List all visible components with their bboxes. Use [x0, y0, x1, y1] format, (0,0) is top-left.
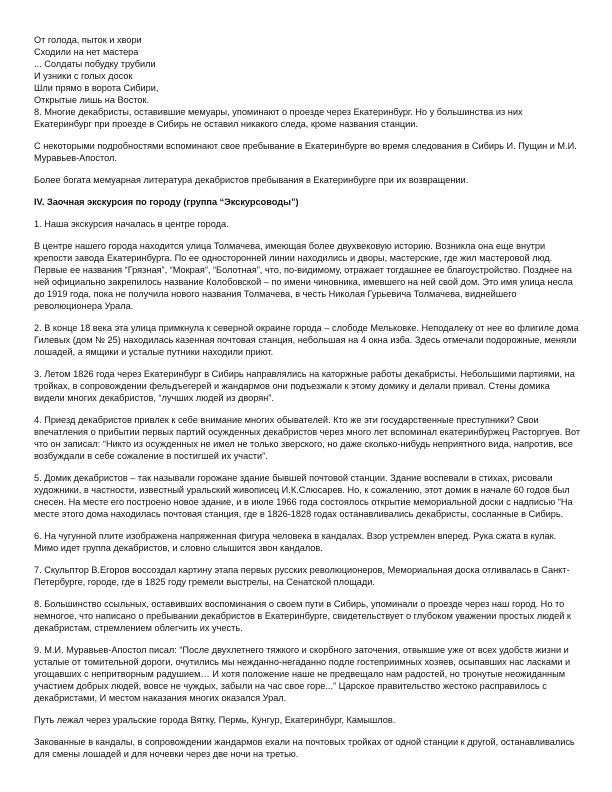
paragraph: Закованные в кандалы, в сопровождении жандармов ехали на почтовых тройках от одной станции к другой, останавливались для смены лошадей и для ночевки через две ночи на третью. — [34, 737, 575, 759]
paragraph: 1. Наша экскурсия началась в центре города. — [34, 219, 229, 229]
paragraph: 2. В конце 18 века эта улица примкнула к северной окраине города – слободе Мельковке. Неподалеку от нее во флигиле дома Гилевых (дом № 25) находилась казенная почтовая станция, небольшая на 4 окна изба. Здесь отмечали подорожные, меняли лошадей, а ямщики и усталые путники находили приют. — [34, 323, 579, 357]
poem-block — [34, 34, 582, 106]
paragraph: 7. Скульптор В.Егоров воссоздал картину этапа первых русских революционеров, Мемориальная доска отливалась в Санкт-Петербурге, городе, где в 1825 году гремели выстрелы, на Сенатской площади. — [34, 565, 570, 587]
paragraph: В центре нашего города находится улица Толмачева, имеющая более двухвековую историю. Возникла она еще внутри крепости завода Екатеринбурга. По ее односторонней линии находились и дворы, мастерские, где жил мастеровой люд. Первые ее названия “Грязная”, “Мокрая”, “Болотная”, что, по-видимому, отражает тогдашнее ее благоустройство. Позднее на ней официально закрепилось название Колобовской – по имени чиновника, имевшего на ней свой дом. Это имя улица несла до 1919 года, пока не получила нового названия Толмачева, в честь Николая Гурьевича Толмачева, виднейшего революционера Урала. — [34, 241, 573, 311]
poem-line: Сходили на нет мастера — [34, 47, 139, 57]
poem-line: От голода, пыток и хвори — [34, 35, 142, 45]
paragraph: 5. Домик декабристов – так называли горожане здание бывшей почтовой станции. Здание воспевали в стихах, рисовали художники, в частности, известный уральский живописец И.К.Слюсарев. Но, к сожалению, этот домик в начале 60 годов был снесен. На месте его построено новое здание, и в июле 1966 года состоялось открытие мемориальной доски с надписью “На месте этого дома находилась почтовая станция, где в 1826-1828 годах останавливались декабристы, сосланные в Сибирь. — [34, 473, 573, 519]
paragraph: 4. Приезд декабристов привлек к себе внимание многих обывателей. Кто же эти государственные преступники? Свои впечатления о прибытии первых партий осужденных декабристов через много лет вспоминал екатеринбуржец Расторгуев. Вот что он записал: “Никто из осужденных не имел не только зверского, но даже сколько-нибудь неприятного вида, напротив, все возбуждали в себе сожаление в постигшей их участи”. — [34, 415, 581, 461]
paragraph-return: Более богата мемуарная литература декабристов пребывания в Екатеринбурге при их возвращении. — [34, 175, 469, 185]
paragraph: 9. М.И. Муравьев-Апостол писал: “После двухлетнего тяжкого и скорбного заточения, отвыкшие уже от всех удобств жизни и усталые от томительной дороги, очутились мы нежданно-негаданно подле гостеприимных хозяев, осыпавших нас ласками и угощавших с непритворным радушием… И хотя положение наше не предвещало нам радостей, но тронутые неожиданным участием добрых людей, вовсе не чуждых, забыли на час свое горе...” Царское правительство жестоко расправилось с декабристами, И местом наказания многих оказался Урал. — [34, 645, 571, 703]
paragraph: 8. Большинство ссыльных, оставивших воспоминания о своем пути в Сибирь, упоминали о проезде через наш город. Но то немногое, что написано о пребывании декабристов в Екатеринбурге, свидетельствует о глубоком уважении простых людей к декабристам, стремлением облегчить их учесть. — [34, 599, 571, 633]
paragraph-pushchin: С некоторыми подробностями вспоминают свое пребывание в Екатеринбурге во время следования в Сибирь И. Пущин и М.И. Муравьев-Апостол. — [34, 141, 577, 163]
paragraph: 3. Летом 1826 года через Екатеринбург в Сибирь направлялись на каторжные работы декабристы. Небольшими партиями, на тройках, в сопровождении фельдъегерей и жандармов они подъезжали к этому домику и делали привал. Стены домика видели многих декабристов, “лучших людей из дворян”. — [34, 369, 575, 403]
paragraph: 6. На чугунной плите изображена напряженная фигура человека в кандалах. Взор устремлен вперед. Рука сжата в кулак. Мимо идет группа декабристов, и словно слышится звон кандалов. — [34, 531, 557, 553]
document-page — [34, 34, 582, 770]
section-heading: IV. Заочная экскурсия по городу (группа “Экскурсоводы”) — [34, 197, 299, 207]
poem-line: Открытые лишь на Восток. — [34, 95, 150, 105]
paragraph: Путь лежал через уральские города Вятку, Пермь, Кунгур, Екатеринбург, Камышлов. — [34, 715, 396, 725]
poem-line: И узники с голых досок — [34, 71, 133, 81]
paragraph-memoirs: 8. Многие декабристы, оставившие мемуары, упоминают о проезде через Екатеринбург. Но у большинства из них Екатеринбург при проезде в Сибирь не оставил никакого следа, кроме названия станции. — [34, 107, 523, 129]
poem-line: Шли прямо в ворота Сибири, — [34, 83, 159, 93]
poem-line: ... Солдаты побудку трубили — [34, 59, 156, 69]
